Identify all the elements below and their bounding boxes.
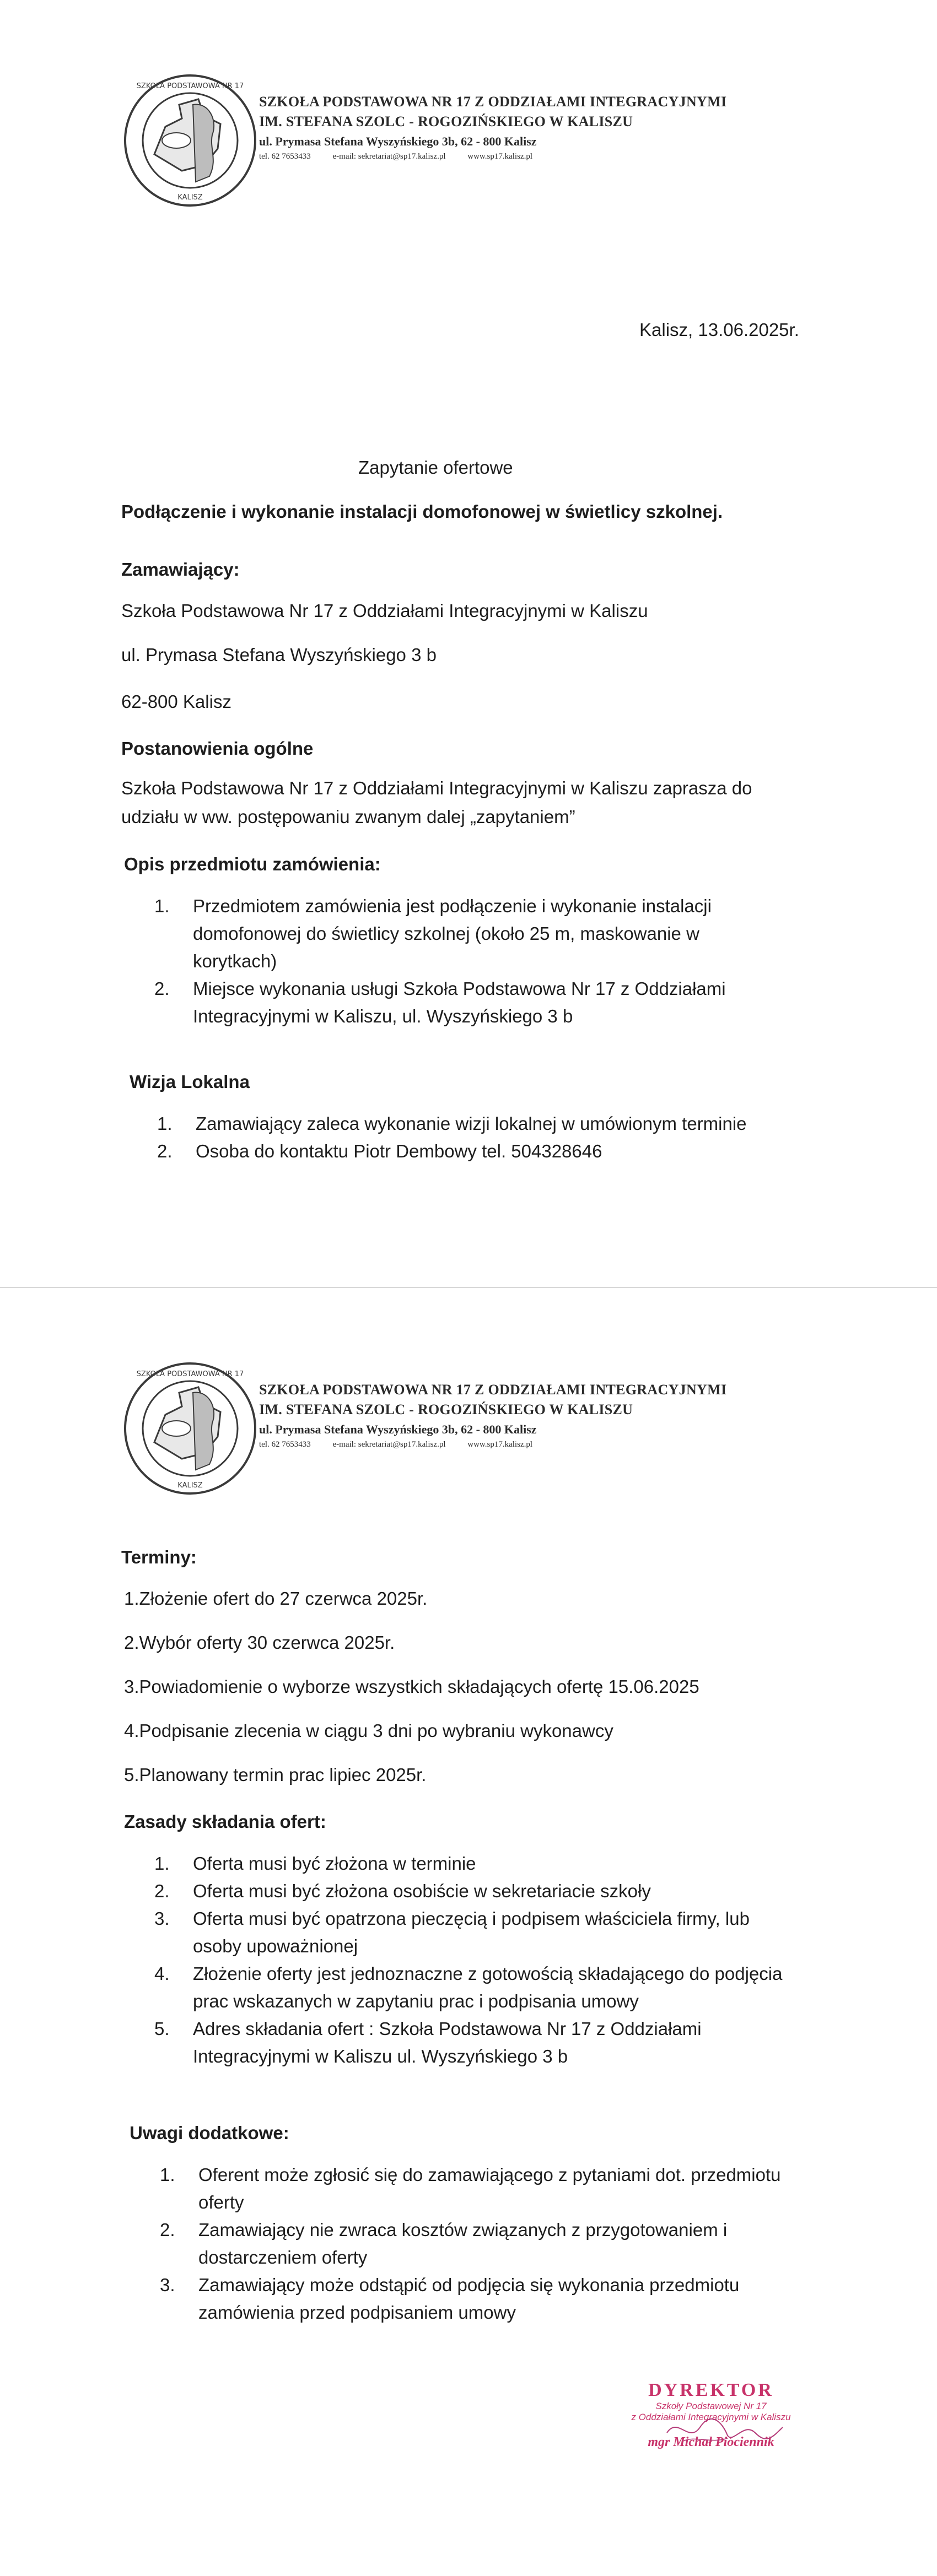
list-item-line: Adres składania ofert : Szkoła Podstawowa Nr 17 z Oddziałami: [193, 2018, 702, 2039]
school-name-line2: IM. STEFANA SZOLC - ROGOZIŃSKIEGO W KALISZU: [259, 1401, 633, 1417]
list-item-number: 2.: [154, 978, 170, 999]
list-item-line: Oferent może zgłosić się do zamawiającego z pytaniami dot. przedmiotu: [198, 2164, 781, 2185]
inspection-heading: Wizja Lokalna: [130, 1071, 250, 1092]
school-phone: tel. 62 7653433: [259, 1440, 311, 1449]
school-email: e-mail: sekretariat@sp17.kalisz.pl: [332, 152, 446, 161]
deadline-item-1: 1.Złożenie ofert do 27 czerwca 2025r.: [124, 1588, 428, 1609]
school-address: ul. Prymasa Stefana Wyszyńskiego 3b, 62 - 800 Kalisz: [259, 1422, 537, 1436]
school-contacts: [259, 152, 810, 161]
list-item: [154, 1905, 843, 1960]
general-line-2: udziału w ww. postępowaniu zwanym dalej „zapytaniem”: [121, 807, 575, 827]
deadlines-heading: Terminy:: [121, 1547, 197, 1567]
general-heading: Postanowienia ogólne: [121, 738, 314, 759]
list-item: [160, 2216, 849, 2271]
list-item: [154, 1877, 843, 1905]
list-item: [154, 2015, 843, 2070]
list-item: [160, 2161, 849, 2216]
deadline-item-5: 5.Planowany termin prac lipiec 2025r.: [124, 1765, 427, 1785]
list-item-number: 1.: [157, 1113, 173, 1134]
stamp-name: mgr Michał Pióciennik: [648, 2435, 774, 2449]
svg-text:SZKOŁA PODSTAWOWA NR 17: SZKOŁA PODSTAWOWA NR 17: [136, 82, 244, 90]
list-item-number: 1.: [160, 2164, 175, 2185]
document-title: Zapytanie ofertowe: [358, 457, 513, 478]
list-item: [154, 892, 843, 975]
list-item-line: Przedmiotem zamówienia jest podłączenie i wykonanie instalacji: [193, 896, 712, 916]
list-item-line: Zamawiający zaleca wykonanie wizji lokalnej w umówionym terminie: [196, 1113, 747, 1134]
stamp-title: DYREKTOR: [648, 2380, 774, 2400]
list-item-number: 5.: [154, 2018, 170, 2039]
list-item-number: 2.: [160, 2220, 175, 2240]
list-item: [154, 975, 843, 1030]
list-item-line: domofonowej do świetlicy szkolnej (około 25 m, maskowanie w: [193, 923, 699, 944]
document-subject: Podłączenie i wykonanie instalacji domofonowej w świetlicy szkolnej.: [121, 501, 723, 522]
list-item: [154, 1960, 843, 2015]
list-item-line: dostarczeniem oferty: [198, 2247, 368, 2267]
list-item: [160, 2271, 849, 2326]
list-item-line: Osoba do kontaktu Piotr Dembowy tel. 504328646: [196, 1141, 602, 1161]
svg-text:KALISZ: KALISZ: [177, 193, 203, 202]
school-contacts: [259, 1440, 810, 1449]
list-item-number: 1.: [154, 1853, 170, 1874]
list-item-line: Złożenie oferty jest jednoznaczne z gotowością składającego do podjęcia: [193, 1963, 783, 1984]
handwritten-signature-icon: [661, 2411, 788, 2449]
list-item-number: 3.: [160, 2275, 175, 2295]
ordering-party-city: 62-800 Kalisz: [121, 691, 231, 712]
school-www: www.sp17.kalisz.pl: [467, 152, 533, 161]
remarks-list: [160, 2161, 849, 2326]
list-item: [154, 1850, 843, 1877]
deadline-item-4: 4.Podpisanie zlecenia w ciągu 3 dni po wybraniu wykonawcy: [124, 1720, 613, 1741]
school-email: e-mail: sekretariat@sp17.kalisz.pl: [332, 1440, 446, 1449]
scope-heading: Opis przedmiotu zamówienia:: [124, 854, 381, 874]
list-item-line: oferty: [198, 2192, 244, 2212]
rules-heading: Zasady składania ofert:: [124, 1811, 326, 1832]
letterhead: [121, 72, 805, 220]
list-item: [157, 1138, 846, 1165]
deadline-item-3: 3.Powiadomienie o wyborze wszystkich składających ofertę 15.06.2025: [124, 1676, 699, 1697]
school-name-line1: SZKOŁA PODSTAWOWA NR 17 Z ODDZIAŁAMI INTEGRACYJNYMI: [259, 94, 727, 110]
list-item-line: Integracyjnymi w Kaliszu, ul. Wyszyńskiego 3 b: [193, 1006, 573, 1026]
list-item-number: 3.: [154, 1908, 170, 1929]
inspection-list: [157, 1110, 846, 1165]
list-item-line: Oferta musi być złożona osobiście w sekretariacie szkoły: [193, 1881, 651, 1901]
list-item-line: Miejsce wykonania usługi Szkoła Podstawowa Nr 17 z Oddziałami: [193, 978, 726, 999]
school-name-line1: SZKOŁA PODSTAWOWA NR 17 Z ODDZIAŁAMI INTEGRACYJNYMI: [259, 1382, 727, 1398]
ordering-party-street: ul. Prymasa Stefana Wyszyńskiego 3 b: [121, 645, 437, 665]
svg-text:KALISZ: KALISZ: [177, 1481, 203, 1490]
svg-text:SZKOŁA PODSTAWOWA NR 17: SZKOŁA PODSTAWOWA NR 17: [136, 1370, 244, 1378]
remarks-heading: Uwagi dodatkowe:: [130, 2123, 289, 2143]
deadline-item-2: 2.Wybór oferty 30 czerwca 2025r.: [124, 1632, 395, 1653]
stamp-line-2: z Oddziałami Integracyjnymi w Kaliszu: [631, 2412, 791, 2422]
document-date: Kalisz, 13.06.2025r.: [639, 320, 799, 340]
list-item-line: zamówienia przed podpisaniem umowy: [198, 2302, 516, 2323]
general-line-1: Szkoła Podstawowa Nr 17 z Oddziałami Integracyjnymi w Kaliszu zaprasza do: [121, 778, 752, 798]
list-item-line: Integracyjnymi w Kaliszu ul. Wyszyńskiego 3 b: [193, 2046, 568, 2066]
list-item-number: 1.: [154, 896, 170, 916]
ordering-party-name: Szkoła Podstawowa Nr 17 z Oddziałami Integracyjnymi w Kaliszu: [121, 600, 648, 621]
stamp-line-1: Szkoły Podstawowej Nr 17: [655, 2401, 767, 2411]
ordering-party-heading: Zamawiający:: [121, 559, 240, 580]
director-stamp: [606, 2380, 816, 2457]
school-www: www.sp17.kalisz.pl: [467, 1440, 533, 1449]
list-item-line: Zamawiający może odstąpić od podjęcia się wykonania przedmiotu: [198, 2275, 740, 2295]
list-item-line: Zamawiający nie zwraca kosztów związanych z przygotowaniem i: [198, 2220, 728, 2240]
list-item-number: 4.: [154, 1963, 170, 1984]
school-name-line2: IM. STEFANA SZOLC - ROGOZIŃSKIEGO W KALISZU: [259, 113, 633, 129]
list-item: [157, 1110, 846, 1138]
rules-list: [154, 1850, 843, 2070]
letterhead: [121, 1360, 805, 1508]
scope-list: [154, 892, 843, 1030]
list-item-number: 2.: [157, 1141, 173, 1161]
school-address: ul. Prymasa Stefana Wyszyńskiego 3b, 62 - 800 Kalisz: [259, 134, 537, 148]
list-item-number: 2.: [154, 1881, 170, 1901]
general-paragraph: [121, 774, 810, 831]
school-seal-icon: [121, 1360, 259, 1497]
list-item-line: prac wskazanych w zapytaniu prac i podpisania umowy: [193, 1991, 639, 2011]
list-item-line: osoby upoważnionej: [193, 1936, 358, 1956]
school-seal-icon: [121, 72, 259, 209]
list-item-line: Oferta musi być złożona w terminie: [193, 1853, 476, 1874]
list-item-line: korytkach): [193, 951, 277, 971]
school-phone: tel. 62 7653433: [259, 152, 311, 161]
list-item-line: Oferta musi być opatrzona pieczęcią i podpisem właściciela firmy, lub: [193, 1908, 750, 1929]
